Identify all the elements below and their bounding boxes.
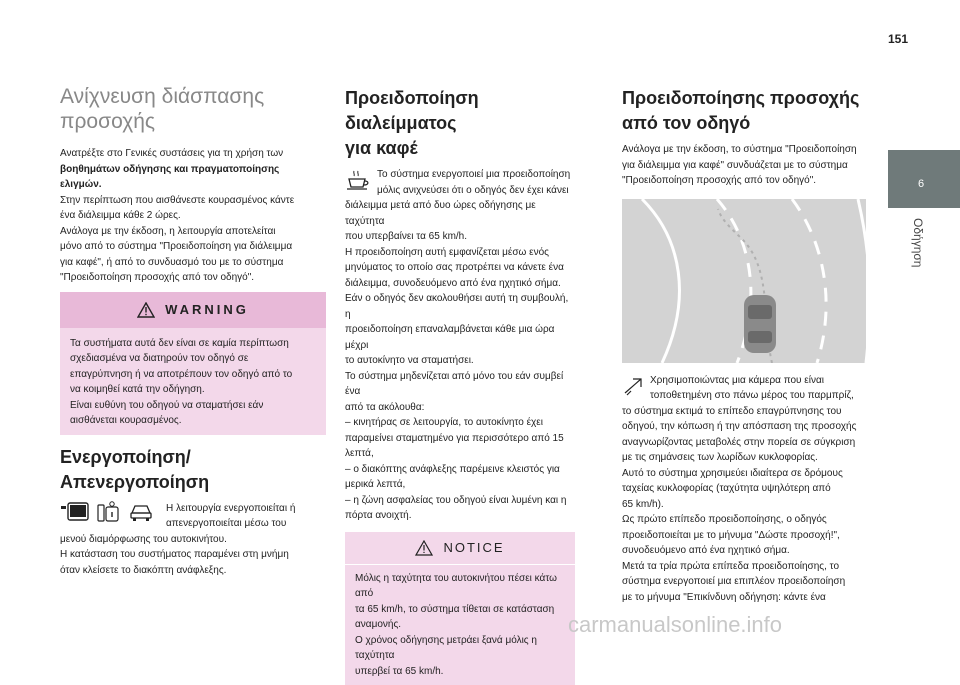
warning-line: αισθάνεται κουρασμένος. — [70, 415, 182, 426]
intro-line: για διάλειμμα για καφέ" συνδυάζεται με το σύστημα — [622, 160, 848, 171]
car-driving-icon — [128, 501, 154, 523]
section-title-coffee-break — [345, 86, 575, 161]
notice-title: NOTICE — [443, 540, 504, 555]
coffee-line: διάλειμμα μετά από δυο ώρες οδήγησης με ταχύτητα — [345, 200, 536, 227]
activation-line: όταν κλείσετε το διακόπτη ανάφλεξης. — [60, 565, 226, 576]
title-line-2: από τον οδηγό — [622, 113, 750, 133]
title-line-1: Προειδοποίηση διαλείμματος — [345, 88, 479, 133]
coffee-intro — [345, 167, 575, 198]
attention-line: 65 km/h). — [622, 499, 664, 510]
intro-line: ένα διάλειμμα κάθε 2 ώρες. — [60, 210, 181, 221]
notice-line: υπερβεί τα 65 km/h. — [355, 666, 443, 677]
notice-line: Ο χρόνος οδήγησης μετράει ξανά μόλις η ταχύτητα — [355, 635, 537, 662]
coffee-line: – κινητήρας σε λειτουργία, το αυτοκίνητο έχει — [345, 417, 543, 428]
driver-attention-intro — [622, 142, 866, 189]
control-icons — [60, 501, 160, 523]
notice-line: τα 65 km/h, το σύστημα τίθεται σε κατάσταση — [355, 604, 554, 615]
intro-text — [60, 146, 326, 286]
coffee-line: Εάν ο οδηγός δεν ακολουθήσει αυτή τη συμβουλή, η — [345, 293, 568, 320]
settings-app-icon — [96, 501, 122, 523]
coffee-line: που υπερβαίνει τα 65 km/h. — [345, 231, 467, 242]
warning-box — [60, 292, 326, 435]
activation-intro — [60, 501, 326, 532]
attention-line: ταχείας κυκλοφορίας (ταχύτητα υψηλότερη από — [622, 483, 831, 494]
activation-line: μενού διαμόρφωσης του αυτοκινήτου. — [60, 534, 227, 545]
coffee-text — [345, 198, 575, 524]
activation-line: Η λειτουργία ενεργοποιείται ή — [166, 503, 295, 514]
camera-intro-text — [650, 373, 854, 404]
column-1 — [60, 80, 326, 578]
warning-line: επαγρύπνηση ή να αποτρέπουν τον οδηγό από το — [70, 369, 292, 380]
coffee-line: διάλειμμα, συνοδευόμενο από ένα ηχητικό σήμα. — [345, 278, 561, 289]
intro-line: βοηθημάτων οδήγησης και πραγματοποίησης — [60, 164, 279, 175]
attention-line: Ως πρώτο επίπεδο προειδοποίησης, ο οδηγός — [622, 514, 827, 525]
activation-intro-text — [166, 501, 295, 532]
driver-attention-text — [622, 404, 866, 606]
intro-line: "Προειδοποίηση προσοχής από τον οδηγό". — [622, 175, 816, 186]
coffee-line: Το σύστημα ενεργοποιεί μια προειδοποίηση — [377, 169, 570, 180]
section-title-attention — [60, 84, 326, 134]
warning-triangle-icon — [137, 302, 155, 318]
notice-line: Μόλις η ταχύτητα του αυτοκινήτου πέσει κάτω από — [355, 573, 557, 600]
title-line-2: για καφέ — [345, 138, 418, 158]
coffee-line: προειδοποίηση επαναλαμβάνεται κάθε μια ώρα μέχρι — [345, 324, 554, 351]
title-line-2: Απενεργοποίηση — [60, 472, 209, 492]
coffee-cup-icon — [345, 169, 371, 193]
coffee-line: το αυτοκίνητο να σταματήσει. — [345, 355, 474, 366]
coffee-line: – η ζώνη ασφαλείας του οδηγού είναι λυμένη και η — [345, 495, 566, 506]
touchscreen-icon — [60, 502, 90, 522]
attention-line: Αυτό το σύστημα χρησιμεύει ιδιαίτερα σε δρόμους — [622, 468, 843, 479]
notice-text — [355, 571, 565, 680]
activation-line: Η κατάσταση του συστήματος παραμένει στη μνήμη — [60, 549, 289, 560]
activation-text — [60, 532, 326, 579]
coffee-line: λεπτά, — [345, 448, 374, 459]
title-line-1: Προειδοποίησης προσοχής — [622, 88, 859, 108]
attention-line: με τις σημάνσεις των λωρίδων κυκλοφορίας. — [622, 452, 818, 463]
title-line-1: Ανίχνευση διάσπασης — [60, 85, 264, 108]
coffee-line: μόλις ανιχνεύσει ότι ο οδηγός δεν έχει κάνει — [377, 185, 569, 196]
camera-icon — [622, 375, 644, 397]
intro-line: "Προειδοποίηση προσοχής από τον οδηγό". — [60, 272, 254, 283]
attention-line: το σύστημα εκτιμά το επίπεδο επαγρύπνησης του — [622, 406, 842, 417]
notice-header — [345, 532, 575, 565]
attention-line: με το μήνυμα "Επικίνδυνη οδήγηση: κάντε ένα — [622, 592, 826, 603]
coffee-line: – ο διακόπτης ανάφλεξης παρέμεινε κλειστός για — [345, 464, 560, 475]
coffee-line: παραμείνει σταματημένο για περισσότερο από 15 — [345, 433, 564, 444]
warning-line: σχεδιασμένα να διατηρούν τον οδηγό σε — [70, 353, 248, 364]
notice-line: αναμονής. — [355, 619, 401, 630]
title-line-2: προσοχής — [60, 110, 155, 133]
intro-line: Ανατρέξτε στο Γενικές συστάσεις για τη χρήση των — [60, 148, 283, 159]
coffee-line: Το σύστημα μηδενίζεται από μόνο του εάν συμβεί ένα — [345, 371, 563, 398]
camera-intro — [622, 373, 866, 404]
camera-line: τοποθετημένη στο πάνω μέρος του παρμπρίζ, — [650, 390, 854, 401]
section-title-activation — [60, 445, 326, 495]
page-number: 151 — [888, 32, 908, 46]
lane-drift-illustration — [622, 199, 866, 363]
warning-text — [70, 336, 316, 429]
column-3 — [622, 80, 866, 605]
warning-header — [60, 292, 326, 328]
watermark: carmanualsonline.info — [568, 612, 782, 638]
title-line-1: Ενεργοποίηση/ — [60, 447, 191, 467]
intro-line: Ανάλογα με την έκδοση, η λειτουργία αποτελείται — [60, 226, 275, 237]
attention-line: προειδοποιείται με το μήνυμα "Δώστε προσοχή!", — [622, 530, 840, 541]
attention-line: Μετά τα τρία πρώτα επίπεδα προειδοποίησης, το — [622, 561, 839, 572]
coffee-line: πόρτα ανοιχτή. — [345, 510, 411, 521]
coffee-intro-text — [377, 167, 570, 198]
intro-line: για καφέ", ή από το συνδυασμό του με το σύστημα — [60, 257, 283, 268]
warning-line: να κοιμηθεί κατά την οδήγηση. — [70, 384, 205, 395]
attention-line: αναγνωρίζοντας μεταβολές στην πορεία σε σύγκριση — [622, 437, 855, 448]
column-2 — [345, 80, 575, 685]
section-title-driver-attention — [622, 86, 866, 136]
coffee-line: μηνύματος το οποίο σας προτρέπει να κάνετε ένα — [345, 262, 564, 273]
attention-line: οδηγού, την κόπωση ή την απόσπαση της προσοχής — [622, 421, 856, 432]
road-lanes-image — [622, 199, 866, 363]
attention-line: σύστημα ενεργοποιεί μια επιπλέον προειδοποίηση — [622, 576, 845, 587]
notice-triangle-icon — [415, 540, 433, 556]
warning-line: Τα συστήματα αυτά δεν είναι σε καμία περίπτωση — [70, 338, 289, 349]
intro-line: μόνο από το σύστημα "Προειδοποίηση για διάλειμμα — [60, 241, 292, 252]
attention-line: συνοδευόμενο από ένα ηχητικό σήμα. — [622, 545, 790, 556]
activation-line: απενεργοποιείται μέσω του — [166, 518, 286, 529]
coffee-line: από τα ακόλουθα: — [345, 402, 424, 413]
warning-title: WARNING — [165, 302, 249, 317]
coffee-line: μερικά λεπτά, — [345, 479, 405, 490]
chapter-number: 6 — [918, 178, 924, 190]
intro-line: ελιγμών. — [60, 179, 102, 190]
intro-line: Στην περίπτωση που αισθάνεστε κουρασμένος κάντε — [60, 195, 294, 206]
chapter-label: Οδήγηση — [905, 218, 925, 292]
coffee-line: Η προειδοποίηση αυτή εμφανίζεται μέσω ενός — [345, 247, 549, 258]
camera-line: Χρησιμοποιώντας μια κάμερα που είναι — [650, 375, 824, 386]
warning-line: Είναι ευθύνη του οδηγού να σταματήσει εάν — [70, 400, 263, 411]
intro-line: Ανάλογα με την έκδοση, το σύστημα "Προειδοποίηση — [622, 144, 857, 155]
notice-box — [345, 532, 575, 685]
